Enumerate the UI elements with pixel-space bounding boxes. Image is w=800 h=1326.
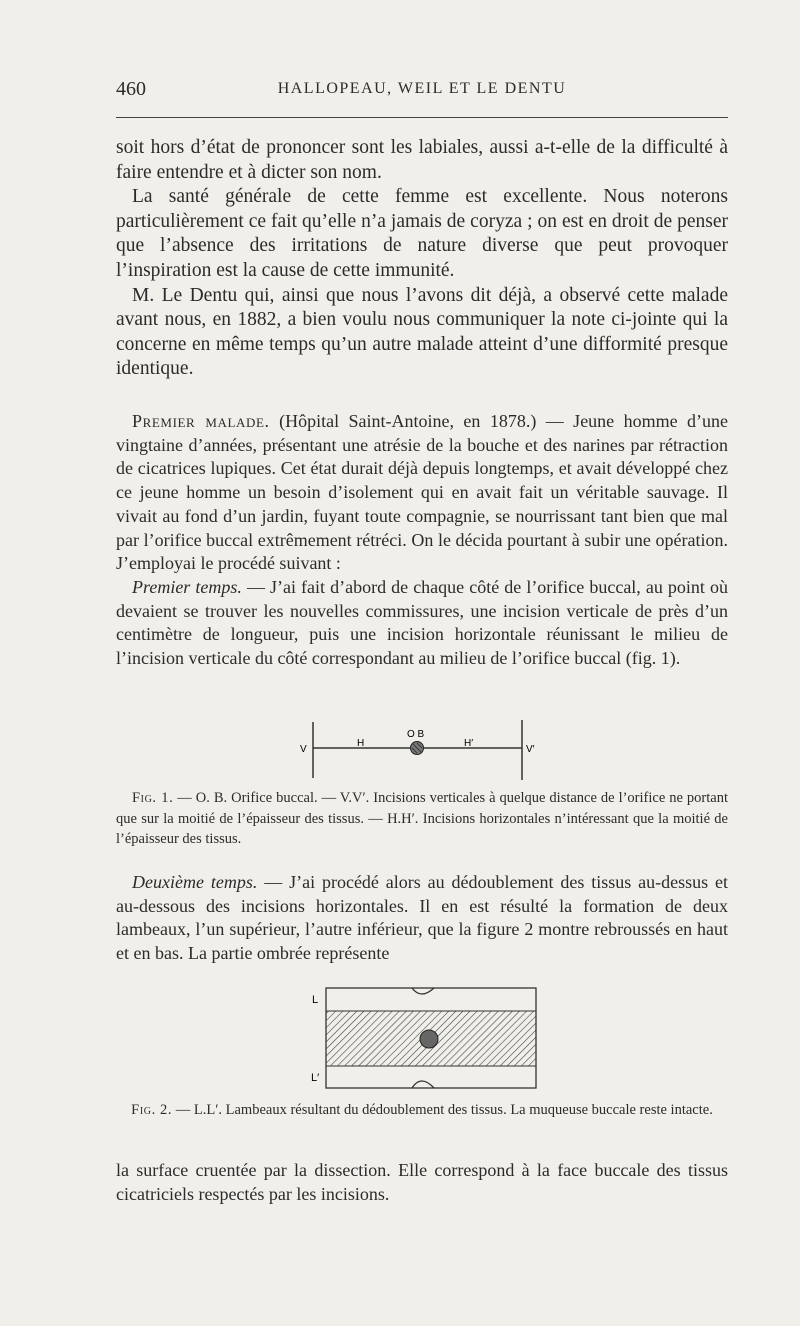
figure-2: [116, 0, 728, 1326]
figure-2-caption: [116, 1100, 728, 1121]
label-h: H: [357, 738, 365, 749]
label-v: V: [300, 744, 307, 755]
step-2-text: — J’ai procédé alors au dédoublement des tissus au-dessus et au-dessous des incisions horizontales. Il en est résulté la formation de deux lambeaux, l’un supérieur, l’autre inférieur, que la figure 2 montre rebroussés en haut et en bas. La partie ombrée représente: [116, 872, 729, 964]
step-1-text: — J’ai fait d’abord de chaque côté de l’orifice buccal, au point où devaient se trouver les nouvelles commissures, une incision verticale de près d’un centimètre de longueur, puis une incision horizontale réunissant le milieu de l’incision verticale du côté correspondant au milieu de l’orifice buccal (fig. 1).: [116, 576, 728, 669]
label-v2: V′: [526, 744, 535, 755]
case-heading: Premier malade.: [132, 411, 270, 431]
body-text-bottom: [116, 1159, 728, 1206]
label-l: L: [312, 994, 319, 1006]
case-text: (Hôpital Saint-Antoine, en 1878.) — Jeune homme d’une vingtaine d’années, présentant une atrésie de la bouche et des narines par rétraction de cicatrices lupiques. Cet état durait déjà depuis longtemps, et avait développé chez ce jeune homme un besoin d’isolement qui en avait fait un véritable sauvage. Il vivait au fond d’un jardin, fuyant toute compagnie, se nourrissant tant bien que mal par l’orifice buccal extrêmement rétréci. On le décida pourtant à subir une opération. J’employai le procédé suivant :: [116, 411, 728, 574]
label-l2: L′: [311, 1072, 320, 1084]
caption-text: — L.L′. Lambeaux résultant du dédoublement des tissus. La muqueuse buccale reste intacte.: [175, 1102, 713, 1118]
step-1-label: Premier temps.: [132, 576, 242, 597]
lower-flap-notch: [412, 1081, 434, 1088]
page: [116, 0, 728, 1326]
step-2-label: Deuxième temps.: [132, 872, 258, 892]
label-ob: O B: [407, 729, 425, 740]
page-number: 460: [116, 78, 146, 100]
caption-lead: Fig. 2.: [131, 1102, 173, 1118]
paragraph: La santé générale de cette femme est excellente. Nous noterons particulièrement ce fait qu’elle n’a jamais de coryza ; on est en droit de penser que l’absence des irritations de nature diverse que peut provoquer l’inspiration est la cause de cette immunité.: [116, 186, 728, 281]
paragraph: M. Le Dentu qui, ainsi que nous l’avons dit déjà, a observé cette malade avant nous, en 1882, a bien voulu nous communiquer la note ci-jointe qui la concerne en même temps qu’un autre malade atteint d’une difformité presque identique.: [116, 284, 728, 380]
paragraph: la surface cruentée par la dissection. Elle correspond à la face buccale des tissus cicatriciels respectés par les incisions.: [116, 1160, 728, 1204]
caption-lead: Fig. 1.: [132, 790, 174, 806]
caption: [116, 1100, 728, 1121]
upper-flap-notch: [412, 988, 434, 994]
paragraph: soit hors d’état de prononcer sont les labiales, aussi a-t-elle de la difficulté à faire entendre et à dicter son nom.: [116, 137, 728, 183]
caption-text: — O. B. Orifice buccal. — V.V′. Incisions verticales à quelque distance de l’orifice ne portant que sur la moitié de l’épaisseur des tissus. — H.H′. Incisions horizontales n’intéressant que la moitié de l’épaisseur des tissus.: [116, 790, 728, 847]
label-h2: H′: [464, 738, 474, 749]
orifice-circle: [420, 1030, 438, 1048]
running-title: HALLOPEAU, WEIL ET LE DENTU: [277, 80, 567, 97]
